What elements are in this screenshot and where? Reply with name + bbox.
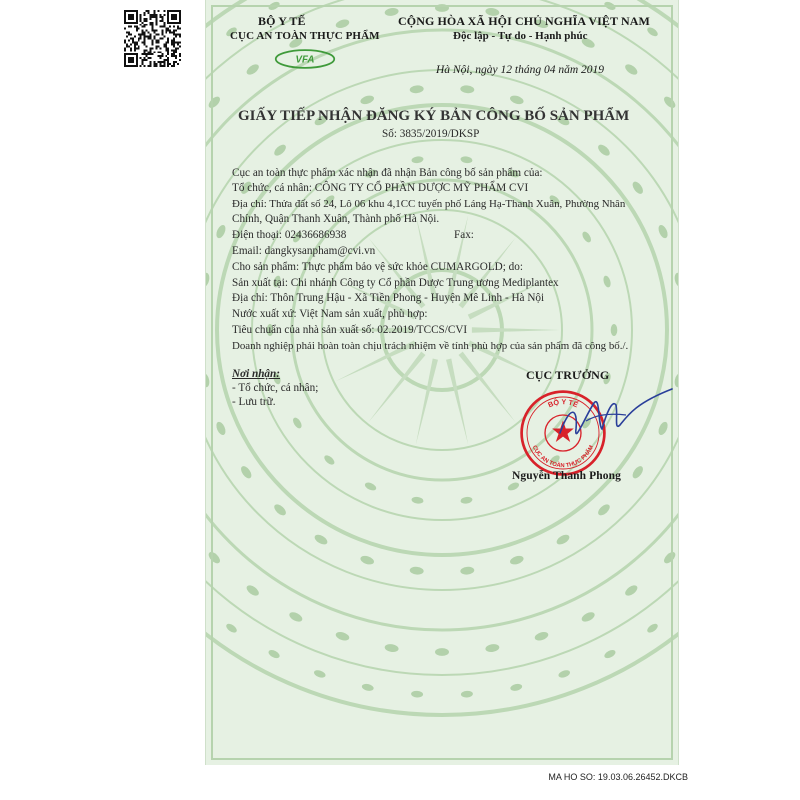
email-line: Email: dangkysanpham@cvi.vn xyxy=(232,245,376,257)
intro-line: Cục an toàn thực phẩm xác nhận đã nhận Bản công bố sản phẩm của: xyxy=(232,167,543,179)
manufacturer-line: Sản xuất tại: Chi nhánh Công ty Cổ phần Dược Trung ương Mediplantex xyxy=(232,277,559,289)
seal-top-text: BỘ Y TẾ xyxy=(546,397,580,410)
recipient-item: - Tổ chức, cá nhân; xyxy=(232,382,319,394)
responsibility-line: Doanh nghiệp phải hoàn toàn chịu trách nhiệm về tính phù hợp của sản phẩm đã công bố./. xyxy=(232,340,629,352)
qr-code xyxy=(124,10,181,67)
manufacturer-address-line: Địa chỉ: Thôn Trung Hậu - Xã Tiền Phong - Huyện Mê Linh - Hà Nội xyxy=(232,292,545,304)
document-title: GIẤY TIẾP NHẬN ĐĂNG KÝ BẢN CÔNG BỐ SẢN PHẨM xyxy=(238,108,630,124)
recipients-label: Nơi nhận: xyxy=(232,368,280,380)
date-line: Hà Nội, ngày 12 tháng 04 năm 2019 xyxy=(436,64,605,76)
vfa-logo xyxy=(274,48,336,70)
address-line-1: Địa chỉ: Thửa đất số 24, Lô 06 khu 4,1CC tuyến phố Láng Hạ-Thanh Xuân, Phường Nhân xyxy=(232,198,626,210)
department-name: CỤC AN TOÀN THỰC PHẨM xyxy=(230,30,380,42)
republic-name: CỘNG HÒA XÃ HỘI CHỦ NGHĨA VIỆT NAM xyxy=(398,14,650,28)
standard-line: Tiêu chuẩn của nhà sản xuất số: 02.2019/TCCS/CVI xyxy=(232,324,468,336)
origin-line: Nước xuất xứ: Việt Nam sản xuất, phù hợp: xyxy=(232,308,428,320)
document-number: Số: 3835/2019/DKSP xyxy=(382,128,480,140)
fax-line: Fax: xyxy=(454,229,474,241)
address-line-2: Chính, Quận Thanh Xuân, Thành phố Hà Nội. xyxy=(232,213,440,225)
svg-text:VFA: VFA xyxy=(295,54,315,66)
ministry-name: BỘ Y TẾ xyxy=(258,14,306,28)
certificate-sheet xyxy=(205,0,679,765)
signatory-position: CỤC TRƯỞNG xyxy=(526,368,610,382)
seal-bottom-text: CỤC AN TOÀN THỰC PHẨM xyxy=(530,444,596,470)
recipient-item: - Lưu trữ. xyxy=(232,396,276,408)
phone-line: Điện thoại: 02436686938 xyxy=(232,229,347,241)
handwritten-signature xyxy=(556,385,676,455)
organization-line: Tổ chức, cá nhân: CÔNG TY CỔ PHẦN DƯỢC MỸ PHẨM CVI xyxy=(232,182,529,194)
national-motto: Độc lập - Tự do - Hạnh phúc xyxy=(453,30,588,42)
dossier-code: MA HO SO: 19.03.06.26452.DKCB xyxy=(548,772,688,782)
product-line: Cho sản phẩm: Thực phẩm bảo vệ sức khỏe CUMARGOLD; do: xyxy=(232,261,523,273)
signatory-name: Nguyễn Thanh Phong xyxy=(512,470,621,482)
